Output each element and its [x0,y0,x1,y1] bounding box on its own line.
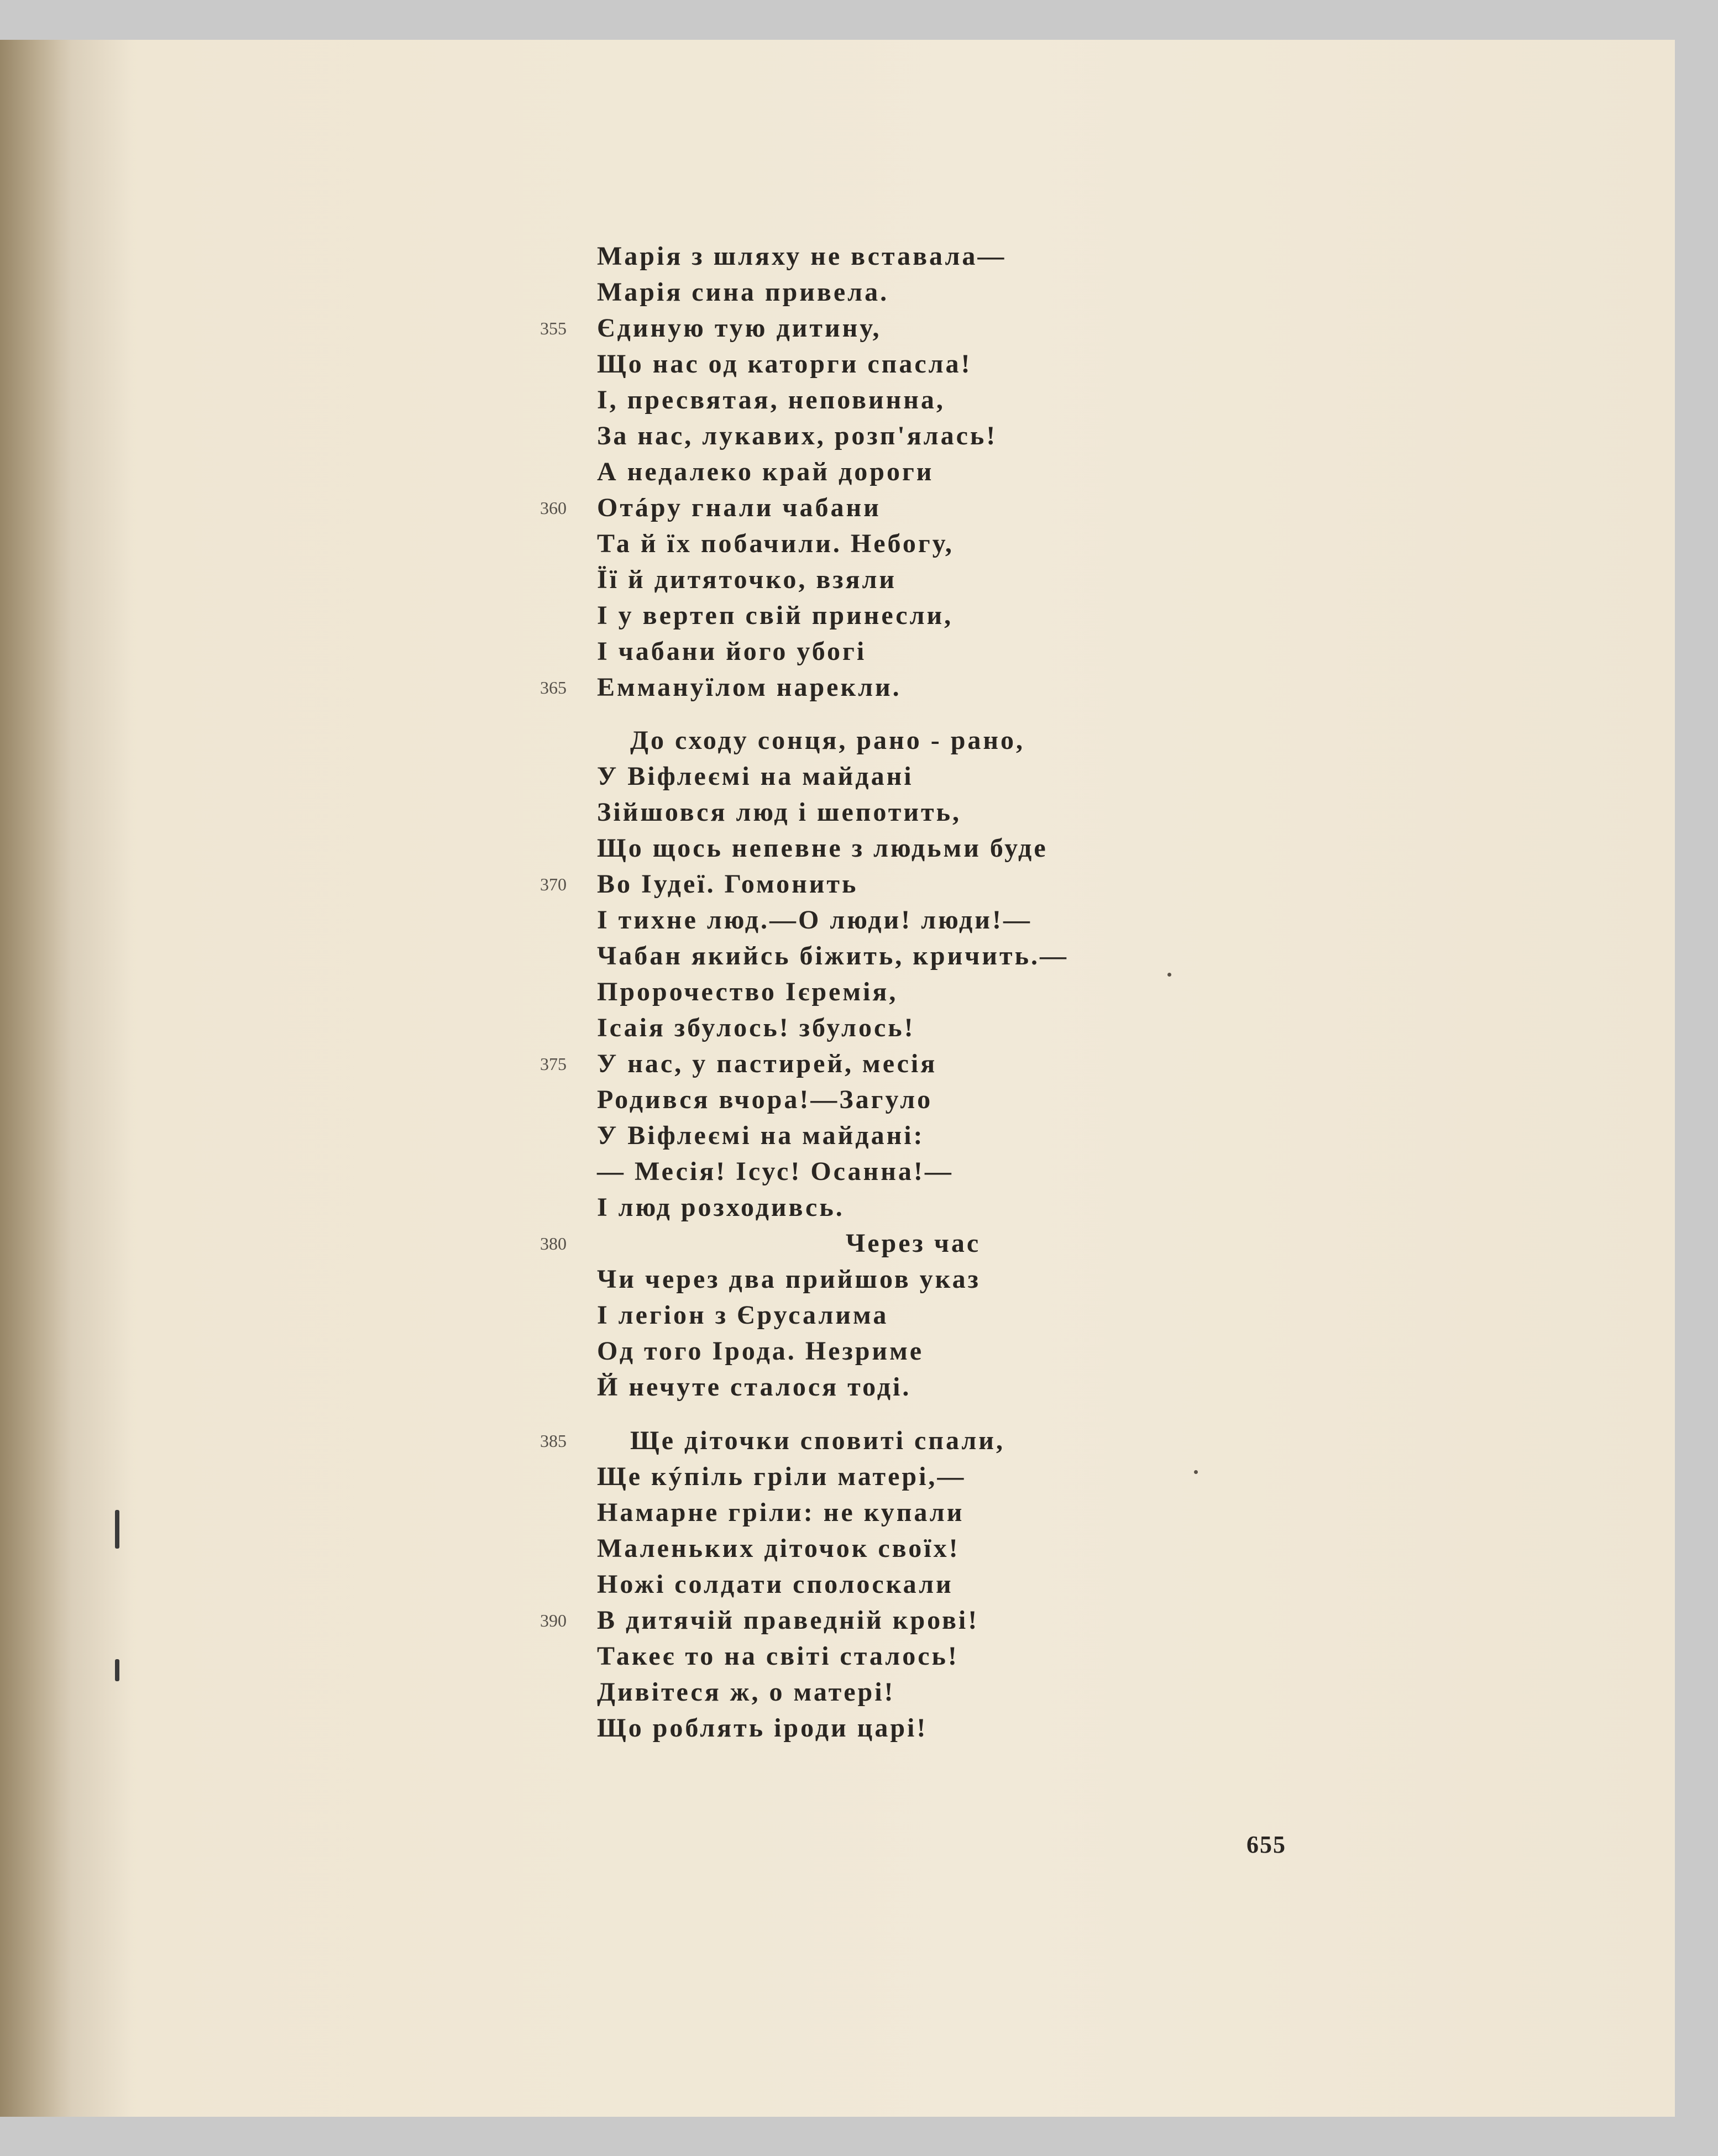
poem-line: І у вертеп свій принесли, [597,601,954,630]
line-number: 375 [540,1054,567,1074]
line-number: 390 [540,1611,567,1630]
poem-line: Чабан якийсь біжить, кричить.— [597,941,1068,971]
poem-line: Марія з шляху не вставала— [597,242,1007,271]
line-number: 385 [540,1431,567,1451]
poem-line: А недалеко край дороги [597,457,934,486]
book-page [0,40,1675,2117]
poem-line: Єдиную тую дитину, [597,313,882,343]
poem-line: В дитячій праведній крові! [597,1606,980,1635]
poem-line: Отáру гнали чабани [597,493,881,522]
poem-line: До сходу сонця, рано - рано, [630,726,1025,755]
poem-line: І тихне люд.—О люди! люди!— [597,905,1032,935]
poem-line: Еммануїлом нарекли. [597,673,902,702]
poem-line: Од того Ірода. Незриме [597,1336,924,1366]
poem-line: Та й їх побачили. Небогу, [597,529,954,558]
paper-speck [1194,1470,1198,1474]
gutter-shadow [0,40,133,2117]
poem-line: Що щось непевне з людьми буде [597,833,1048,863]
poem-line: У нас, у пастирей, месія [597,1049,937,1078]
poem-line: І, пресвятая, неповинна, [597,385,945,415]
poem-line: У Віфлеємі на майдані: [597,1121,925,1150]
poem-line: Ще діточки сповиті спали, [630,1426,1005,1455]
poem-line: Марія сина привела. [597,277,889,307]
poem-line: — Месія! Ісус! Осанна!— [597,1157,954,1186]
poem-line: Через час [846,1229,981,1258]
poem-line: Ще кýпіль гріли матері,— [597,1462,966,1491]
poem-line: Ножі солдати сполоскали [597,1570,954,1599]
poem-line: Зійшовся люд і шепотить, [597,798,961,827]
poem-line: Й нечуте сталося тоді. [597,1372,912,1402]
poem-line: І чабани його убогі [597,637,867,666]
poem-line: І легіон з Єрусалима [597,1300,889,1330]
poem-line: У Віфлеємі на майдані [597,762,914,791]
poem-line: Що роблять іроди царі! [597,1713,928,1743]
poem-line: Що нас од каторги спасла! [597,349,972,379]
poem-line: Такеє то на світі сталось! [597,1641,959,1671]
poem-line: Во Іудеї. Гомонить [597,869,858,899]
paper-speck [1167,973,1171,977]
line-number: 370 [540,874,567,894]
line-number: 355 [540,318,567,338]
poem-line: І люд розходивсь. [597,1193,845,1222]
line-number: 360 [540,498,567,518]
poem-line: Її й дитяточко, взяли [597,565,897,594]
line-number: 380 [540,1234,567,1253]
poem-line: За нас, лукавих, розп'ялась! [597,421,998,450]
page-number: 655 [1246,1831,1286,1858]
line-number: 365 [540,678,567,697]
margin-mark [115,1510,119,1549]
poem-line: Пророчество Ієремія, [597,977,898,1006]
poem-line: Дивітеся ж, о матері! [597,1677,895,1707]
poem-line: Ісаія збулось! збулось! [597,1013,915,1042]
poem-line: Чи через два прийшов указ [597,1265,981,1294]
poem-line: Намарне гріли: не купали [597,1498,965,1527]
margin-mark [115,1659,119,1681]
poem-line: Родився вчора!—Загуло [597,1085,933,1114]
poem-line: Маленьких діточок своїх! [597,1534,960,1563]
